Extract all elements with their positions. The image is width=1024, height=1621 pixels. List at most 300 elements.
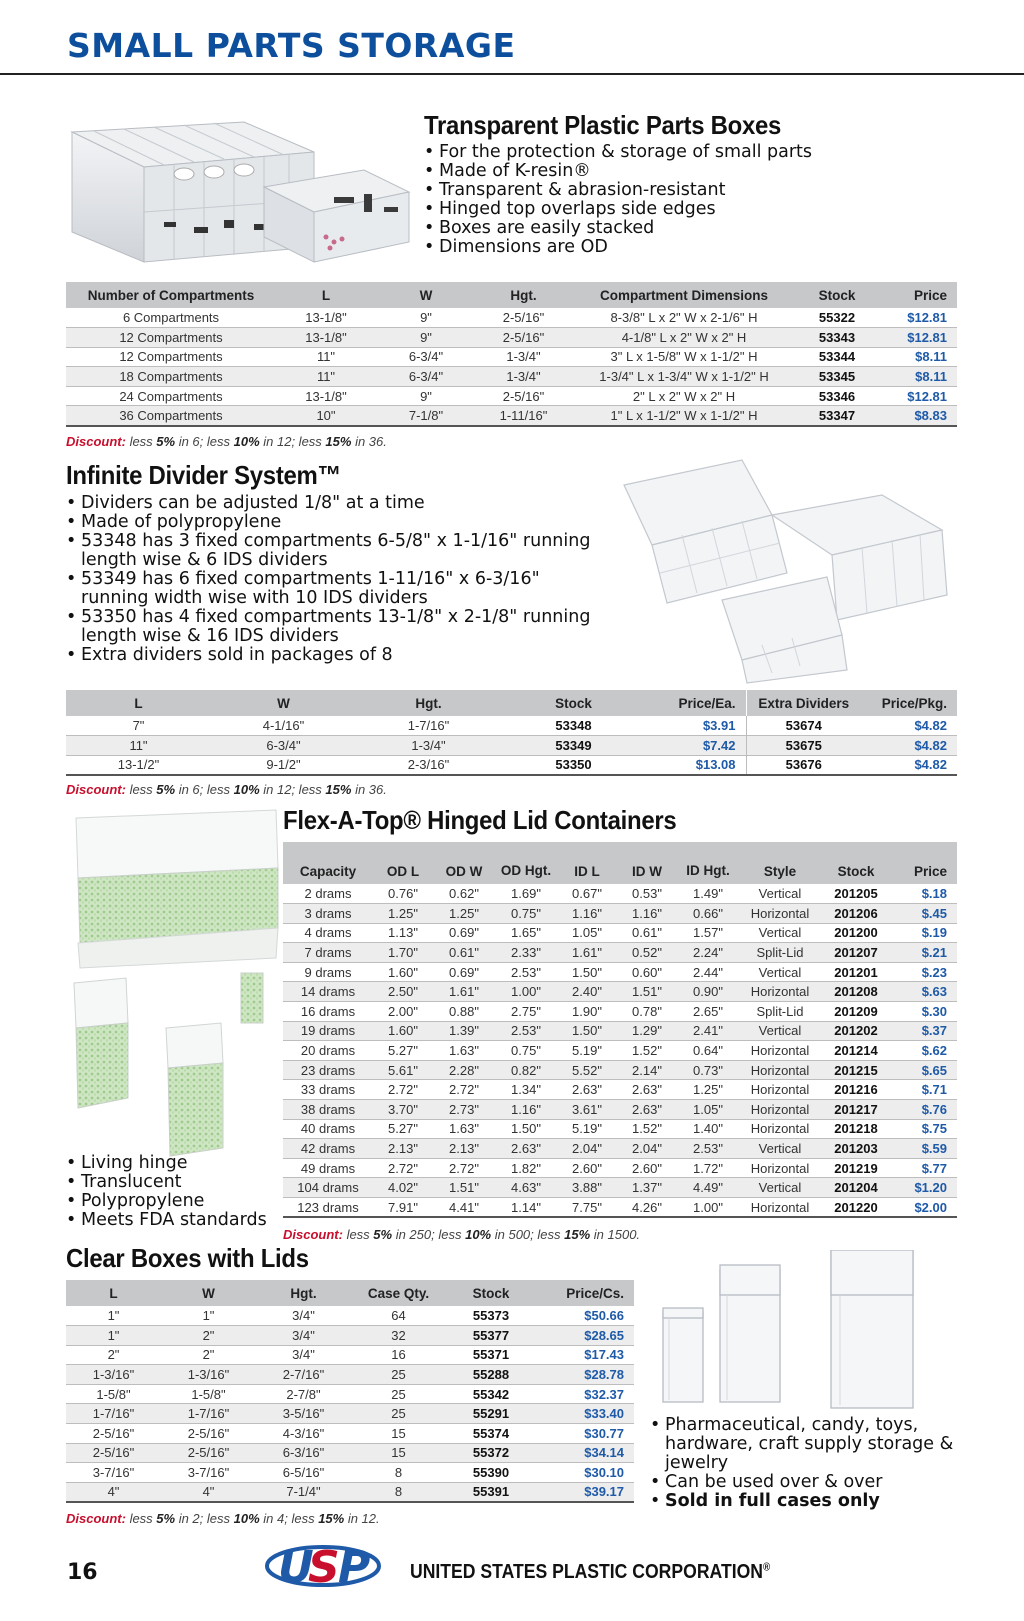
table-cell: 1.63" bbox=[433, 1041, 495, 1061]
table-cell: 1-3/4" bbox=[476, 347, 571, 367]
feature-item: • 53348 has 3 fixed compartments 6-5/8" x 1-1/16" running length wise & 6 IDS dividers bbox=[66, 532, 606, 570]
discount-text: less bbox=[125, 1511, 157, 1526]
table-row bbox=[66, 1306, 634, 1326]
table-row bbox=[283, 1002, 957, 1022]
feature-item: • Transparent & abrasion-resistant bbox=[424, 181, 844, 200]
table-row bbox=[66, 716, 957, 736]
table-cell: $13.08 bbox=[646, 755, 746, 775]
table-cell: 1.13" bbox=[373, 923, 433, 943]
flex-a-top-table bbox=[283, 842, 957, 1218]
discount-text: in 6; less bbox=[175, 782, 234, 797]
table-cell: Horizontal bbox=[739, 1060, 821, 1080]
table-cell: 0.82" bbox=[495, 1060, 557, 1080]
column-header: Price/Cs. bbox=[536, 1280, 634, 1306]
discount-text: in 12; less bbox=[259, 434, 326, 449]
table-cell: 5.19" bbox=[557, 1041, 617, 1061]
table-cell: $34.14 bbox=[536, 1443, 634, 1463]
table-cell: $.65 bbox=[891, 1060, 957, 1080]
table-cell: 53347 bbox=[797, 406, 877, 426]
table-cell: 9" bbox=[376, 308, 476, 328]
table-cell: 201202 bbox=[821, 1021, 891, 1041]
table-cell: 1.05" bbox=[557, 923, 617, 943]
table-cell: 7.75" bbox=[557, 1198, 617, 1218]
table-cell: 53348 bbox=[501, 716, 646, 736]
table-cell: 1.60" bbox=[373, 962, 433, 982]
table-cell: 1-7/16" bbox=[161, 1404, 256, 1424]
discount-text: in 36. bbox=[351, 434, 387, 449]
table-cell: 6 Compartments bbox=[66, 308, 276, 328]
table-cell: 1.25" bbox=[433, 904, 495, 924]
table-cell: 201208 bbox=[821, 982, 891, 1002]
table-cell: 9" bbox=[376, 328, 476, 348]
page-title: SMALL PARTS STORAGE bbox=[67, 26, 516, 65]
table-cell: 201214 bbox=[821, 1041, 891, 1061]
column-header: W bbox=[211, 690, 356, 716]
table-cell: $28.78 bbox=[536, 1365, 634, 1385]
table-cell: 1.16" bbox=[557, 904, 617, 924]
table-cell: 201215 bbox=[821, 1060, 891, 1080]
table-cell: $2.00 bbox=[891, 1198, 957, 1218]
table-cell: 1.51" bbox=[617, 982, 677, 1002]
feature-item: • Boxes are easily stacked bbox=[424, 219, 844, 238]
column-header: Price bbox=[891, 842, 957, 884]
table-cell: 4.49" bbox=[677, 1178, 739, 1198]
discount-text: in 12. bbox=[344, 1511, 380, 1526]
feature-item: • Hinged top overlaps side edges bbox=[424, 200, 844, 219]
discount-text: less bbox=[125, 782, 157, 797]
table-cell: Vertical bbox=[739, 1178, 821, 1198]
table-row bbox=[283, 923, 957, 943]
table-cell: 7.91" bbox=[373, 1198, 433, 1218]
table-cell: 33 drams bbox=[283, 1080, 373, 1100]
table-cell: $8.11 bbox=[877, 347, 957, 367]
table-cell: 1.61" bbox=[433, 982, 495, 1002]
table-cell: 1.00" bbox=[495, 982, 557, 1002]
table-cell: Horizontal bbox=[739, 1119, 821, 1139]
registered-mark: ® bbox=[762, 1561, 771, 1574]
table-cell: 201205 bbox=[821, 884, 891, 904]
column-header: Case Qty. bbox=[351, 1280, 446, 1306]
table-cell: 2.04" bbox=[617, 1139, 677, 1159]
table-cell: 0.53" bbox=[617, 884, 677, 904]
table-cell: 11" bbox=[276, 367, 376, 387]
table-cell: 0.78" bbox=[617, 1002, 677, 1022]
discount-text: in 250; less bbox=[392, 1227, 466, 1242]
table-cell: 13-1/8" bbox=[276, 386, 376, 406]
table-cell: 1.25" bbox=[373, 904, 433, 924]
table-cell: 6-5/16" bbox=[256, 1463, 351, 1483]
table-row bbox=[283, 904, 957, 924]
discount-label: Discount: bbox=[66, 1511, 126, 1526]
table-cell: 1" bbox=[66, 1306, 161, 1326]
table-cell: 1-7/16" bbox=[66, 1404, 161, 1424]
table-cell: 1.82" bbox=[495, 1158, 557, 1178]
table-cell: 55372 bbox=[446, 1443, 536, 1463]
table-cell: Horizontal bbox=[739, 1158, 821, 1178]
table-cell: $.37 bbox=[891, 1021, 957, 1041]
discount-percent: 5% bbox=[156, 434, 176, 449]
table-cell: 64 bbox=[351, 1306, 446, 1326]
table-cell: 2" L x 2" W x 2" H bbox=[571, 386, 797, 406]
table-cell: 201217 bbox=[821, 1100, 891, 1120]
table-cell: 53349 bbox=[501, 736, 646, 756]
table-row bbox=[283, 1119, 957, 1139]
table-cell: 53350 bbox=[501, 755, 646, 775]
table-cell: 1.25" bbox=[677, 1080, 739, 1100]
table-cell: 55373 bbox=[446, 1306, 536, 1326]
table-cell: 40 drams bbox=[283, 1119, 373, 1139]
table-cell: 42 drams bbox=[283, 1139, 373, 1159]
table-cell: 3-7/16" bbox=[161, 1463, 256, 1483]
table-row bbox=[66, 1365, 634, 1385]
table-cell: 3/4" bbox=[256, 1326, 351, 1346]
discount-note bbox=[66, 1511, 380, 1526]
table-cell: 55371 bbox=[446, 1345, 536, 1365]
table-cell: Vertical bbox=[739, 1139, 821, 1159]
table-cell: 1.16" bbox=[617, 904, 677, 924]
table-cell: 1.05" bbox=[677, 1100, 739, 1120]
table-row bbox=[66, 1345, 634, 1365]
table-cell: 0.52" bbox=[617, 943, 677, 963]
column-header: W bbox=[161, 1280, 256, 1306]
table-cell: 53344 bbox=[797, 347, 877, 367]
table-cell: $.23 bbox=[891, 962, 957, 982]
table-cell: 0.69" bbox=[433, 962, 495, 982]
table-cell: 6-3/16" bbox=[256, 1443, 351, 1463]
section-title-divider-system: Infinite Divider System™ bbox=[66, 460, 342, 490]
table-row bbox=[283, 1021, 957, 1041]
table-cell: 2.63" bbox=[617, 1080, 677, 1100]
table-cell: 1" bbox=[161, 1306, 256, 1326]
table-cell: Horizontal bbox=[739, 1198, 821, 1218]
table-cell: 2-3/16" bbox=[356, 755, 501, 775]
table-cell: 2.41" bbox=[677, 1021, 739, 1041]
table-cell: 0.88" bbox=[433, 1002, 495, 1022]
table-cell: $.45 bbox=[891, 904, 957, 924]
table-cell: 4-1/8" L x 2" W x 2" H bbox=[571, 328, 797, 348]
table-cell: 2.40" bbox=[557, 982, 617, 1002]
table-cell: Vertical bbox=[739, 884, 821, 904]
table-cell: 2.53" bbox=[495, 962, 557, 982]
table-cell: $.75 bbox=[891, 1119, 957, 1139]
table-cell: $32.37 bbox=[536, 1384, 634, 1404]
flex-a-top-photo bbox=[66, 808, 281, 1158]
table-cell: $33.40 bbox=[536, 1404, 634, 1424]
table-cell: $12.81 bbox=[877, 308, 957, 328]
table-row bbox=[283, 1198, 957, 1218]
table-cell: Vertical bbox=[739, 1021, 821, 1041]
table-cell: 3/4" bbox=[256, 1306, 351, 1326]
table-cell: 8-3/8" L x 2" W x 2-1/6" H bbox=[571, 308, 797, 328]
table-row bbox=[66, 328, 957, 348]
divider-boxes-photo bbox=[622, 455, 967, 685]
table-cell: 1.37" bbox=[617, 1178, 677, 1198]
table-cell: 25 bbox=[351, 1384, 446, 1404]
column-header: OD L bbox=[373, 842, 433, 884]
table-cell: $.63 bbox=[891, 982, 957, 1002]
table-cell: 2.72" bbox=[433, 1080, 495, 1100]
full-cases-note: Sold in full cases only bbox=[665, 1491, 880, 1511]
table-cell: $.71 bbox=[891, 1080, 957, 1100]
table-row bbox=[66, 755, 957, 775]
table-cell: 123 drams bbox=[283, 1198, 373, 1218]
table-cell: 2" bbox=[161, 1345, 256, 1365]
discount-text: in 12; less bbox=[259, 782, 326, 797]
title-divider bbox=[0, 73, 1024, 75]
table-cell: 53675 bbox=[746, 736, 861, 756]
table-cell: 104 drams bbox=[283, 1178, 373, 1198]
feature-item: • Dimensions are OD bbox=[424, 238, 844, 257]
table-cell: 1" L x 1-1/2" W x 1-1/2" H bbox=[571, 406, 797, 426]
column-header: Price/Pkg. bbox=[861, 690, 957, 716]
discount-percent: 5% bbox=[156, 782, 176, 797]
table-cell: 0.73" bbox=[677, 1060, 739, 1080]
table-cell: 55342 bbox=[446, 1384, 536, 1404]
table-cell: 5.61" bbox=[373, 1060, 433, 1080]
table-cell: 2.72" bbox=[373, 1080, 433, 1100]
column-header: Compartment Dimensions bbox=[571, 282, 797, 308]
table-row bbox=[66, 347, 957, 367]
feature-item: • Dividers can be adjusted 1/8" at a time bbox=[66, 494, 606, 513]
column-header: OD Hgt. bbox=[495, 842, 557, 884]
table-cell: 6-3/4" bbox=[376, 347, 476, 367]
table-cell: 1.69" bbox=[495, 884, 557, 904]
table-cell: 7-1/8" bbox=[376, 406, 476, 426]
discount-text: in 36. bbox=[351, 782, 387, 797]
table-cell: 18 Compartments bbox=[66, 367, 276, 387]
table-cell: 36 Compartments bbox=[66, 406, 276, 426]
table-cell: 2.13" bbox=[373, 1139, 433, 1159]
table-cell: 2.24" bbox=[677, 943, 739, 963]
table-header-row bbox=[66, 1280, 634, 1306]
table-cell: 0.61" bbox=[433, 943, 495, 963]
section-title-clear-boxes: Clear Boxes with Lids bbox=[66, 1243, 309, 1273]
table-cell: 3/4" bbox=[256, 1345, 351, 1365]
table-cell: 0.64" bbox=[677, 1041, 739, 1061]
parts-boxes-table bbox=[66, 282, 957, 427]
table-cell: Vertical bbox=[739, 923, 821, 943]
table-cell: 3-7/16" bbox=[66, 1463, 161, 1483]
table-cell: 2.72" bbox=[433, 1158, 495, 1178]
feature-item: • Translucent bbox=[66, 1173, 286, 1192]
table-cell: $7.42 bbox=[646, 736, 746, 756]
column-header: Stock bbox=[797, 282, 877, 308]
svg-text:S: S bbox=[308, 1542, 340, 1591]
discount-text: in 500; less bbox=[491, 1227, 565, 1242]
discount-percent: 5% bbox=[373, 1227, 393, 1242]
table-row bbox=[66, 367, 957, 387]
table-cell: 2.44" bbox=[677, 962, 739, 982]
table-cell: 1.70" bbox=[373, 943, 433, 963]
column-header: Stock bbox=[501, 690, 646, 716]
table-cell: 5.27" bbox=[373, 1119, 433, 1139]
table-cell: 4-3/16" bbox=[256, 1424, 351, 1444]
discount-text: less bbox=[342, 1227, 374, 1242]
table-cell: 53346 bbox=[797, 386, 877, 406]
table-cell: 12 Compartments bbox=[66, 328, 276, 348]
table-cell: 1.52" bbox=[617, 1041, 677, 1061]
table-cell: 55291 bbox=[446, 1404, 536, 1424]
table-cell: 15 bbox=[351, 1424, 446, 1444]
table-cell: 1.51" bbox=[433, 1178, 495, 1198]
table-cell: 4.63" bbox=[495, 1178, 557, 1198]
table-header-row bbox=[66, 690, 957, 716]
column-header: Stock bbox=[821, 842, 891, 884]
table-cell: 25 bbox=[351, 1404, 446, 1424]
table-cell: 1.72" bbox=[677, 1158, 739, 1178]
table-cell: 1.52" bbox=[617, 1119, 677, 1139]
table-cell: 201203 bbox=[821, 1139, 891, 1159]
table-cell: 8 bbox=[351, 1482, 446, 1502]
table-cell: 13-1/2" bbox=[66, 755, 211, 775]
table-cell: 38 drams bbox=[283, 1100, 373, 1120]
discount-text: in 6; less bbox=[175, 434, 234, 449]
discount-percent: 15% bbox=[564, 1227, 591, 1242]
table-cell: 3.70" bbox=[373, 1100, 433, 1120]
table-cell: 2.50" bbox=[373, 982, 433, 1002]
table-cell: 1.65" bbox=[495, 923, 557, 943]
discount-label: Discount: bbox=[283, 1227, 343, 1242]
table-cell: 201219 bbox=[821, 1158, 891, 1178]
discount-percent: 15% bbox=[325, 782, 352, 797]
table-cell: 16 bbox=[351, 1345, 446, 1365]
table-cell: 23 drams bbox=[283, 1060, 373, 1080]
svg-text:U: U bbox=[278, 1542, 314, 1591]
divider-system-features bbox=[66, 494, 606, 665]
table-cell: 0.75" bbox=[495, 1041, 557, 1061]
table-cell: $4.82 bbox=[861, 755, 957, 775]
feature-item: • 53350 has 4 fixed compartments 13-1/8" x 2-1/8" running length wise & 16 IDS dividers bbox=[66, 608, 606, 646]
table-cell: 1.60" bbox=[373, 1021, 433, 1041]
column-header: ID W bbox=[617, 842, 677, 884]
table-cell: 2.53" bbox=[677, 1139, 739, 1159]
table-cell: 201201 bbox=[821, 962, 891, 982]
table-cell: 20 drams bbox=[283, 1041, 373, 1061]
table-cell: $17.43 bbox=[536, 1345, 634, 1365]
feature-item: • Polypropylene bbox=[66, 1192, 286, 1211]
table-row bbox=[66, 1443, 634, 1463]
table-cell: 24 Compartments bbox=[66, 386, 276, 406]
table-cell: 4.26" bbox=[617, 1198, 677, 1218]
table-cell: $.59 bbox=[891, 1139, 957, 1159]
section-title-flex-a-top: Flex-A-Top® Hinged Lid Containers bbox=[283, 805, 677, 835]
column-header: Extra Dividers bbox=[746, 690, 861, 716]
table-cell: 49 drams bbox=[283, 1158, 373, 1178]
table-cell: 201220 bbox=[821, 1198, 891, 1218]
table-cell: 5.19" bbox=[557, 1119, 617, 1139]
table-cell: $.77 bbox=[891, 1158, 957, 1178]
feature-item: • Made of polypropylene bbox=[66, 513, 606, 532]
table-cell: 55377 bbox=[446, 1326, 536, 1346]
table-cell: 53676 bbox=[746, 755, 861, 775]
table-cell: Horizontal bbox=[739, 904, 821, 924]
table-header-row bbox=[283, 842, 957, 884]
discount-note bbox=[283, 1227, 640, 1242]
table-cell: 16 drams bbox=[283, 1002, 373, 1022]
discount-text: less bbox=[125, 434, 157, 449]
table-cell: $.30 bbox=[891, 1002, 957, 1022]
table-cell: 1.34" bbox=[495, 1080, 557, 1100]
table-cell: 19 drams bbox=[283, 1021, 373, 1041]
table-cell: 2.72" bbox=[373, 1158, 433, 1178]
table-cell: 1-3/4" L x 1-3/4" W x 1-1/2" H bbox=[571, 367, 797, 387]
table-cell: $12.81 bbox=[877, 328, 957, 348]
table-cell: 2-7/16" bbox=[256, 1365, 351, 1385]
table-row bbox=[283, 1060, 957, 1080]
discount-percent: 10% bbox=[233, 782, 260, 797]
table-cell: 1.49" bbox=[677, 884, 739, 904]
table-cell: 55391 bbox=[446, 1482, 536, 1502]
table-cell: 53343 bbox=[797, 328, 877, 348]
column-header: OD W bbox=[433, 842, 495, 884]
table-cell: 13-1/8" bbox=[276, 308, 376, 328]
table-cell: 0.75" bbox=[495, 904, 557, 924]
table-cell: $8.83 bbox=[877, 406, 957, 426]
table-cell: 1.39" bbox=[433, 1021, 495, 1041]
table-row bbox=[66, 1424, 634, 1444]
column-header: Style bbox=[739, 842, 821, 884]
table-cell: 1.57" bbox=[677, 923, 739, 943]
table-cell: 53674 bbox=[746, 716, 861, 736]
table-cell: 1-5/8" bbox=[66, 1384, 161, 1404]
discount-text: in 4; less bbox=[259, 1511, 319, 1526]
table-cell: 2.00" bbox=[373, 1002, 433, 1022]
table-cell: 1.14" bbox=[495, 1198, 557, 1218]
discount-percent: 15% bbox=[318, 1511, 345, 1526]
table-row bbox=[66, 386, 957, 406]
feature-item: • Can be used over & over bbox=[650, 1473, 960, 1492]
table-cell: 2.53" bbox=[495, 1021, 557, 1041]
table-cell: 3.88" bbox=[557, 1178, 617, 1198]
table-row bbox=[66, 1463, 634, 1483]
table-cell: 10" bbox=[276, 406, 376, 426]
discount-percent: 15% bbox=[325, 434, 352, 449]
discount-note bbox=[66, 434, 387, 449]
table-cell: $4.82 bbox=[861, 716, 957, 736]
table-cell: 2.33" bbox=[495, 943, 557, 963]
column-header: Hgt. bbox=[256, 1280, 351, 1306]
discount-note bbox=[66, 782, 387, 797]
feature-item bbox=[650, 1492, 960, 1511]
clear-boxes-table bbox=[66, 1280, 634, 1503]
discount-percent: 10% bbox=[233, 1511, 260, 1526]
table-row bbox=[66, 406, 957, 426]
table-cell: Horizontal bbox=[739, 1041, 821, 1061]
table-header-row bbox=[66, 282, 957, 308]
table-cell: $30.10 bbox=[536, 1463, 634, 1483]
table-cell: 9-1/2" bbox=[211, 755, 356, 775]
table-cell: 201216 bbox=[821, 1080, 891, 1100]
table-cell: $30.77 bbox=[536, 1424, 634, 1444]
table-cell: 0.90" bbox=[677, 982, 739, 1002]
table-cell: 55322 bbox=[797, 308, 877, 328]
table-cell: 2.60" bbox=[557, 1158, 617, 1178]
table-row bbox=[283, 962, 957, 982]
discount-text: in 1500. bbox=[590, 1227, 641, 1242]
table-cell: $4.82 bbox=[861, 736, 957, 756]
table-row bbox=[283, 943, 957, 963]
table-cell: 1.90" bbox=[557, 1002, 617, 1022]
table-cell: $.62 bbox=[891, 1041, 957, 1061]
feature-item: • Made of K-resin® bbox=[424, 162, 844, 181]
table-row bbox=[283, 982, 957, 1002]
page-number: 16 bbox=[67, 1560, 98, 1585]
table-row bbox=[283, 1100, 957, 1120]
clear-boxes-features bbox=[650, 1416, 960, 1511]
table-row bbox=[283, 1080, 957, 1100]
column-header: Price/Ea. bbox=[646, 690, 746, 716]
table-cell: 1.40" bbox=[677, 1119, 739, 1139]
